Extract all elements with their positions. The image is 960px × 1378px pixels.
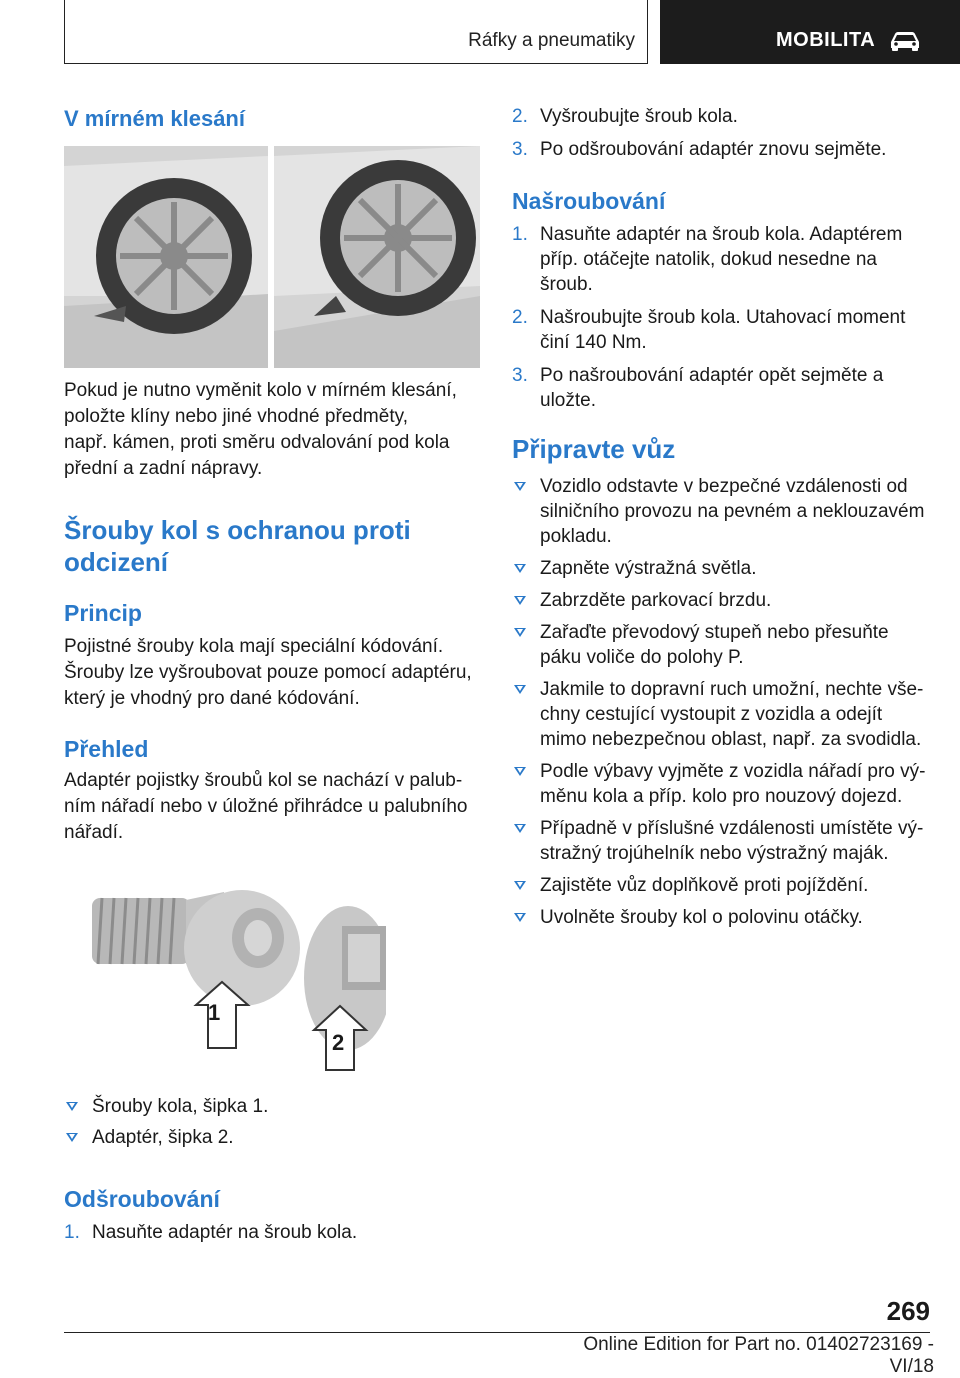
list-item-text: Po odšroubování adaptér znovu sejměte. xyxy=(540,139,887,160)
triangle-bullet-icon xyxy=(514,913,526,922)
list-item-text: páku voliče do polohy P. xyxy=(540,647,744,668)
list-item-text: Po našroubování adaptér opět sejměte a xyxy=(540,365,884,386)
list-item-text: Vozidlo odstavte v bezpečné vzdálenosti od xyxy=(540,476,908,497)
triangle-bullet-icon xyxy=(514,881,526,890)
text-line: Pojistné šrouby kola mají speciální kódování. xyxy=(64,636,444,657)
text-line: ním nářadí nebo v úložné přihrádce u palubního xyxy=(64,796,468,817)
text-line: přední a zadní nápravy. xyxy=(64,458,263,479)
paragraph-prehled xyxy=(64,768,484,846)
wheel-chock-illustration xyxy=(64,146,480,368)
steps-unscrew-continued xyxy=(512,104,932,162)
list-item xyxy=(512,474,932,549)
triangle-bullet-icon xyxy=(514,564,526,573)
figure-label-1: 1 xyxy=(208,1000,221,1025)
header-chapter-label: MOBILITA xyxy=(776,29,876,51)
step-number: 2. xyxy=(512,106,528,127)
triangle-bullet-icon xyxy=(514,824,526,833)
text-line: Pokud je nutno vyměnit kolo v mírném klesání, xyxy=(64,380,457,401)
list-item-text: šroub. xyxy=(540,274,593,295)
list-item-text: příp. otáčejte natolik, dokud nesedne na xyxy=(540,249,877,270)
heading-locking-bolts xyxy=(64,514,484,578)
list-item-text: Šrouby kola, šipka 1. xyxy=(92,1096,269,1117)
triangle-bullet-icon xyxy=(514,685,526,694)
list-item xyxy=(512,759,932,809)
step-number: 3. xyxy=(512,365,528,386)
list-item xyxy=(64,1125,484,1150)
list-item-text: Jakmile to dopravní ruch umožní, nechte vše- xyxy=(540,679,924,700)
step-unscrew-1 xyxy=(64,1220,484,1245)
heading-unscrew: Odšroubování xyxy=(64,1186,220,1212)
list-item xyxy=(512,137,932,162)
list-item-text: činí 140 Nm. xyxy=(540,332,647,353)
list-item-text: Zařaďte převodový stupeň nebo přesuňte xyxy=(540,622,889,643)
list-item xyxy=(512,588,932,613)
heading-prehled: Přehled xyxy=(64,736,149,762)
list-item xyxy=(512,363,932,413)
list-item-text: Nasuňte adaptér na šroub kola. xyxy=(92,1222,358,1243)
list-item xyxy=(64,1220,484,1245)
list-item-text: Podle výbavy vyjměte z vozidla nářadí pro vý- xyxy=(540,761,926,782)
paragraph-slope xyxy=(64,378,484,482)
list-item-text: mimo nebezpečnou oblast, např. za svodidla. xyxy=(540,729,922,750)
list-item-text: Uvolněte šrouby kol o polovinu otáčky. xyxy=(540,907,863,928)
bullet-list-prepare xyxy=(512,474,932,930)
list-item-text: měnu kola a příp. kolo pro nouzový dojezd. xyxy=(540,786,903,807)
list-item xyxy=(512,905,932,930)
list-item xyxy=(512,620,932,670)
list-item-text: Vyšroubujte šroub kola. xyxy=(540,106,738,127)
list-item-text: Nasuňte adaptér na šroub kola. Adaptérem xyxy=(540,224,903,245)
page-number: 269 xyxy=(886,1296,930,1326)
list-item xyxy=(512,816,932,866)
step-number: 1. xyxy=(512,224,528,245)
footer-edition: Online Edition for Part no. 01402723169 - VI/18 xyxy=(583,1334,934,1377)
paragraph-princip xyxy=(64,634,484,712)
text-line: který je vhodný pro dané kódování. xyxy=(64,688,360,709)
steps-screw xyxy=(512,222,932,413)
step-number: 2. xyxy=(512,307,528,328)
triangle-bullet-icon xyxy=(66,1102,78,1111)
heading-princip: Princip xyxy=(64,600,142,626)
header-section-box xyxy=(64,0,648,64)
header-section-title: Ráfky a pneumatiky xyxy=(468,30,635,51)
car-icon xyxy=(888,30,922,52)
bullet-list-figure xyxy=(64,1094,484,1150)
list-item-text: Adaptér, šipka 2. xyxy=(92,1127,234,1148)
list-item xyxy=(512,873,932,898)
heading-line: odcizení xyxy=(64,547,169,577)
list-item-text: Zabrzděte parkovací brzdu. xyxy=(540,590,772,611)
list-item xyxy=(512,104,932,129)
triangle-bullet-icon xyxy=(514,628,526,637)
list-item-text: chny cestující vystoupit z vozidla a odejít xyxy=(540,704,883,725)
footer-divider xyxy=(64,1332,930,1333)
list-item-text: Případně v příslušné vzdálenosti umístěte vý- xyxy=(540,818,924,839)
triangle-bullet-icon xyxy=(514,767,526,776)
list-item-text: Zapněte výstražná světla. xyxy=(540,558,757,579)
list-item-text: Našroubujte šroub kola. Utahovací moment xyxy=(540,307,906,328)
text-line: např. kámen, proti směru odvalování pod kola xyxy=(64,432,450,453)
list-item-text: pokladu. xyxy=(540,526,612,547)
heading-screw: Našroubování xyxy=(512,188,666,214)
text-line: nářadí. xyxy=(64,822,124,843)
list-item xyxy=(64,1094,484,1119)
list-item xyxy=(512,305,932,355)
triangle-bullet-icon xyxy=(514,482,526,491)
list-item xyxy=(512,677,932,752)
triangle-bullet-icon xyxy=(514,596,526,605)
list-item-text: silničního provozu na pevném a neklouzavém xyxy=(540,501,925,522)
step-number: 1. xyxy=(64,1222,80,1243)
triangle-bullet-icon xyxy=(66,1133,78,1142)
list-item-text: Zajistěte vůz doplňkově proti pojíždění. xyxy=(540,875,869,896)
list-item-text: stražný trojúhelník nebo výstražný maják. xyxy=(540,843,889,864)
text-line: Adaptér pojistky šroubů kol se nachází v palub- xyxy=(64,770,463,791)
heading-slope: V mírném klesání xyxy=(64,106,245,131)
header-chapter-tab xyxy=(660,0,960,64)
heading-line: Šrouby kol s ochranou proti xyxy=(64,515,411,545)
heading-prepare: Připravte vůz xyxy=(512,434,676,464)
text-line: položte klíny nebo jiné vhodné předměty, xyxy=(64,406,408,427)
text-line: Šrouby lze vyšroubovat pouze pomocí adaptéru, xyxy=(64,662,472,683)
list-item xyxy=(512,222,932,297)
list-item-text: uložte. xyxy=(540,390,596,411)
figure-label-2: 2 xyxy=(332,1030,345,1055)
step-number: 3. xyxy=(512,139,528,160)
list-item xyxy=(512,556,932,581)
